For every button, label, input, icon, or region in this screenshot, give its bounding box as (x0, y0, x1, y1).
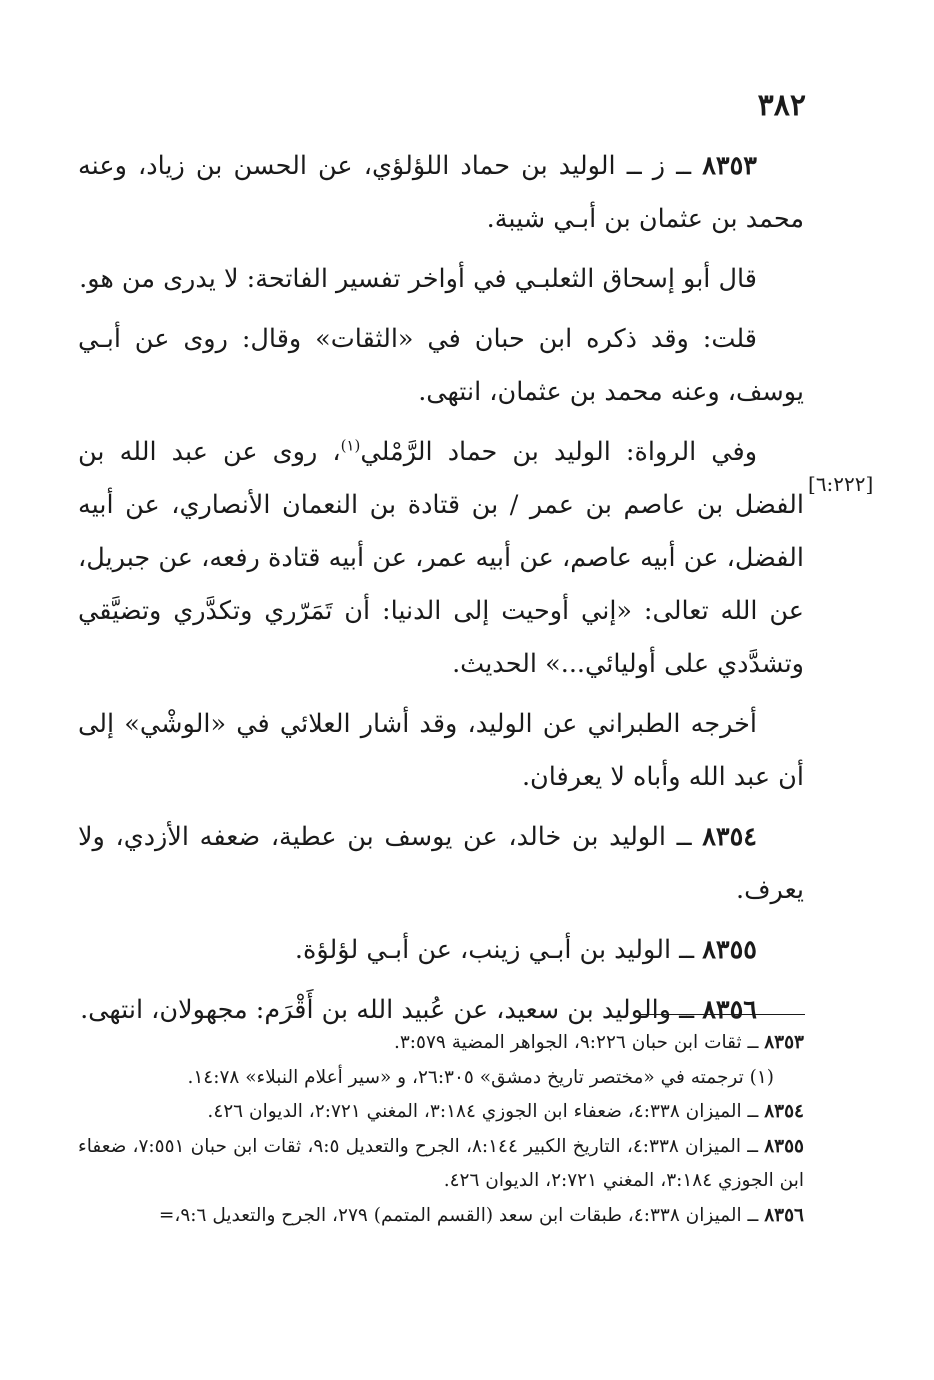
footnote-text: ــ ثقات ابن حبان ٩:٢٢٦، الجواهر المضية ٣:٥٧٩. (393, 1032, 765, 1053)
entry-text: ــ الوليد بن أبـي زينب، عن أبـي لؤلؤة. (294, 935, 703, 965)
footnote-8353 (78, 1026, 804, 1061)
entry-number: ٨٣٥٤ (702, 822, 757, 852)
page-number: ٣٨٢ (757, 88, 806, 123)
footnote-text: ــ الميزان ٤:٣٣٨، طبقات ابن سعد (القسم المتمم) ٢٧٩، الجرح والتعديل ٩:٦،= (158, 1204, 765, 1226)
entry-number: ٨٣٥٦ (702, 995, 757, 1025)
paragraph-text: قلت: وقد ذكره ابن حبان في «الثقات» وقال: روى عن أبـي يوسف، وعنه محمد بن عثمان، انتهى. (78, 324, 804, 407)
entry-8353 (78, 140, 804, 246)
paragraph-text: وفي الرواة: الوليد بن حماد الرَّمْلي (360, 437, 758, 467)
entry-text: ــ الوليد بن خالد، عن يوسف بن عطية، ضعفه الأزدي، ولا يعرف. (78, 822, 804, 905)
entry-text: ــ والوليد بن سعيد، عن عُبيد الله بن أَقْرَم: مجهولان، انتهى. (80, 995, 703, 1025)
entry-8354 (78, 811, 804, 917)
paragraph-ruwat (78, 426, 804, 691)
entry-text: ــ ز ــ الوليد بن حماد اللؤلؤي، عن الحسن بن زياد، وعنه محمد بن عثمان بن أبـي شيبة. (78, 151, 804, 234)
footnote-8354 (78, 1095, 804, 1130)
footnote-number: ٨٣٥٣ (764, 1032, 804, 1053)
footnote-number: ٨٣٥٦ (764, 1204, 804, 1226)
footnote-number: ٨٣٥٥ (764, 1135, 804, 1157)
footnote-text: ــ الميزان ٤:٣٣٨، ضعفاء ابن الجوزي ٣:١٨٤، المغني ٢:٧٢١، الديوان ٤٢٦. (207, 1101, 765, 1122)
paragraph-tabarani (78, 698, 804, 804)
footnote-8355 (78, 1130, 804, 1199)
footnote-1 (78, 1061, 804, 1096)
footnote-separator (640, 1014, 805, 1015)
paragraph-text: ، روى عن عبد الله بن الفضل بن عاصم بن عمر / بن قتادة بن النعمان الأنصاري، عن أبيه الفضل، عن أبيه عاصم، عن أبيه عمر، عن أبيه قتادة رفعه، عن جبريل، عن الله تعالى: «إني أوحيت إلى الدنيا: أن تَمَرّري وتكدَّري وتضيَّقي وتشدَّدي على أوليائي...» الحديث. (78, 437, 804, 679)
entry-8355 (78, 924, 804, 977)
footnote-mark: (١) (340, 436, 361, 455)
paragraph-thalabi (78, 253, 804, 306)
paragraph-ibn-hibban (78, 313, 804, 419)
entry-number: ٨٣٥٣ (702, 151, 757, 181)
footnote-text: ترجمته في «مختصر تاريخ دمشق» ٢٦:٣٠٥، و «سير أعلام النبلاء» ١٤:٧٨. (187, 1066, 750, 1088)
footnote-number: ٨٣٥٤ (764, 1101, 804, 1122)
footnote-8356 (78, 1199, 804, 1234)
footnote-number: (١) (749, 1066, 774, 1088)
footnote-text: ــ الميزان ٤:٣٣٨، التاريخ الكبير ٨:١٤٤، الجرح والتعديل ٩:٥، ثقات ابن حبان ٧:٥٥١، ضعفاء ابن الجوزي ٣:١٨٤، المغني ٢:٧٢١، الديوان ٤٢٦. (78, 1135, 804, 1191)
paragraph-text: أخرجه الطبراني عن الوليد، وقد أشار العلائي في «الوشْي» إلى أن عبد الله وأباه لا يعرفان. (78, 709, 804, 792)
footnotes (78, 1026, 804, 1233)
main-text (78, 140, 804, 1044)
entry-number: ٨٣٥٥ (702, 935, 757, 965)
paragraph-text: قال أبو إسحاق الثعلبـي في أواخر تفسير الفاتحة: لا يدرى من هو. (79, 264, 757, 294)
margin-reference: [٦:٢٢٢] (808, 472, 874, 496)
